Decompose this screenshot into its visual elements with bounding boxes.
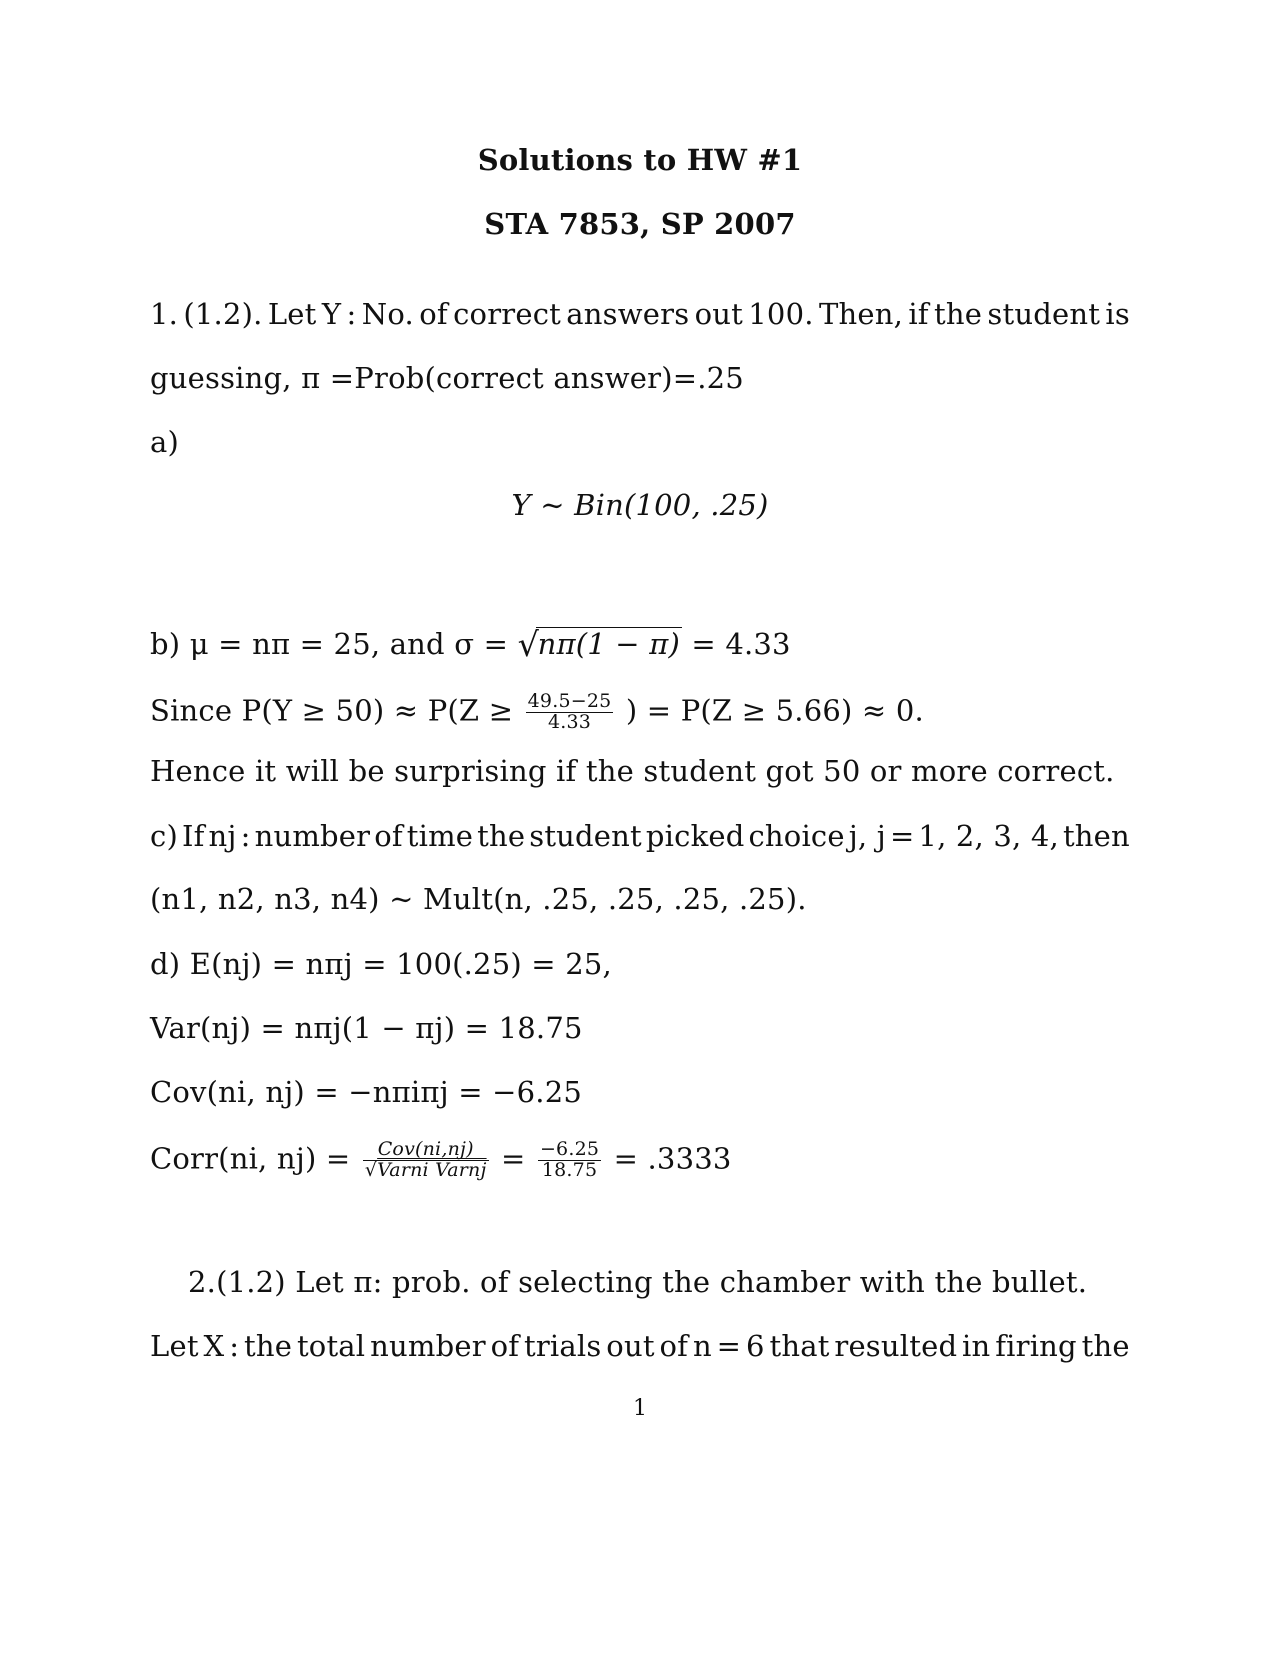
correlation-line xyxy=(150,1140,732,1181)
hence-line: Hence it will be surprising if the student got 50 or more correct. xyxy=(150,754,1115,788)
problem2-line2-word: = xyxy=(716,1329,742,1363)
part-c-line1-word: student xyxy=(529,819,642,853)
problem1-line1-word: answers xyxy=(566,297,690,331)
variance-line: Var(nj) = nπj(1 − πj) = 18.75 xyxy=(150,1011,583,1045)
problem1-line1-word: of xyxy=(419,297,448,331)
page-number: 1 xyxy=(633,1396,647,1421)
part-c-line1-word: : xyxy=(240,819,251,853)
since-prefix: Since P(Y ≥ 50) ≈ P(Z ≥ xyxy=(150,693,514,728)
part-c-line1-word: of xyxy=(374,819,403,853)
problem2-line2-word: out xyxy=(606,1329,655,1363)
part-d-expectation: d) E(nj) = nπj = 100(.25) = 25, xyxy=(150,947,612,981)
problem1-line1-word: is xyxy=(1105,297,1130,331)
corr-frac2-denominator: 18.75 xyxy=(541,1158,598,1181)
corr-frac1-denominator: √Varni Varnj xyxy=(364,1158,487,1181)
part-c-line1-word: If xyxy=(181,819,205,853)
part-c-line1-word: picked xyxy=(645,819,745,853)
problem1-line1-word: out xyxy=(694,297,743,331)
problem1-line1-word: 1. xyxy=(150,297,179,331)
part-a-formula: Y ∼ Bin(100, .25) xyxy=(511,488,769,522)
problem2-line2-word: 6 xyxy=(745,1329,765,1363)
part-c-line1-word: 1, 2, 3, 4, xyxy=(918,819,1059,853)
part-c-line1 xyxy=(150,819,1130,853)
sqrt-expression: √ nπ(1 − π) xyxy=(517,624,680,664)
problem1-intro-line2: guessing, π =Prob(correct answer)=.25 xyxy=(150,361,744,395)
part-c-line1-word: choice xyxy=(748,819,845,853)
problem2-line2-word: Let xyxy=(150,1329,199,1363)
part-a-label: a) xyxy=(150,425,180,459)
corr-suffix: = .3333 xyxy=(613,1141,732,1176)
problem1-line1-word: No. xyxy=(361,297,414,331)
z-fraction-denominator: 4.33 xyxy=(547,710,592,733)
part-b-suffix: = 4.33 xyxy=(691,627,791,661)
problem2-line2-word: the xyxy=(244,1329,293,1363)
part-c-line1-word: = xyxy=(889,819,915,853)
part-c-line1-word: number xyxy=(254,819,371,853)
problem2-line2-word: of xyxy=(490,1329,520,1363)
problem1-intro-line1 xyxy=(150,297,1130,331)
problem2-line2 xyxy=(150,1329,1130,1363)
part-c-line1-word: then xyxy=(1062,819,1130,853)
since-suffix: ) = P(Z ≥ 5.66) ≈ 0. xyxy=(625,693,924,728)
problem1-line1-word: Let xyxy=(267,297,317,331)
problem1-line1-word: Then, xyxy=(818,297,904,331)
part-c-line1-word: the xyxy=(477,819,526,853)
problem2-line1: 2.(1.2) Let π: prob. of selecting the chamber with the bullet. xyxy=(188,1265,1088,1299)
problem2-line2-word: of xyxy=(659,1329,689,1363)
problem2-line2-word: in xyxy=(962,1329,991,1363)
problem1-line1-word: Y xyxy=(321,297,342,331)
corr-frac2-numerator: −6.25 xyxy=(539,1138,600,1160)
covariance-line: Cov(ni, nj) = −nπiπj = −6.25 xyxy=(150,1075,583,1109)
problem2-line2-word: trials xyxy=(524,1329,602,1363)
problem2-line2-word: : xyxy=(229,1329,240,1363)
problem1-line1-word: the xyxy=(934,297,983,331)
problem1-line1-word: if xyxy=(908,297,929,331)
problem1-line1-word: 100. xyxy=(748,297,814,331)
corr-equals: = xyxy=(501,1141,526,1176)
document-title: Solutions to HW #1 xyxy=(477,143,803,177)
since-line xyxy=(150,692,924,733)
problem1-line1-word: student xyxy=(987,297,1101,331)
course-subtitle: STA 7853, SP 2007 xyxy=(484,207,796,241)
problem2-line2-word: resulted xyxy=(834,1329,958,1363)
part-c-line2: (n1, n2, n3, n4) ∼ Mult(n, .25, .25, .25, .25). xyxy=(150,882,807,916)
problem2-line2-word: the xyxy=(1081,1329,1130,1363)
sqrt-body: nπ(1 − π) xyxy=(537,627,680,661)
part-c-line1-word: j, j xyxy=(848,819,886,853)
part-b-line xyxy=(150,624,791,664)
problem2-line2-word: number xyxy=(370,1329,486,1363)
problem1-line1-word: : xyxy=(346,297,357,331)
problem2-line2-word: that xyxy=(769,1329,830,1363)
problem1-line1-word: (1.2). xyxy=(183,297,263,331)
z-score-fraction xyxy=(526,692,614,733)
problem2-line2-word: total xyxy=(296,1329,366,1363)
part-c-line1-word: time xyxy=(406,819,474,853)
problem2-line2-word: n xyxy=(692,1329,712,1363)
z-fraction-numerator: 49.5−25 xyxy=(527,690,612,712)
problem2-line2-word: X xyxy=(203,1329,225,1363)
corr-prefix: Corr(ni, nj) = xyxy=(150,1141,351,1176)
part-c-line1-word: c) xyxy=(150,819,178,853)
problem2-line2-word: firing xyxy=(995,1329,1077,1363)
part-b-prefix: b) μ = nπ = 25, and σ = xyxy=(150,627,509,661)
corr-fraction-cov xyxy=(363,1140,489,1181)
problem1-line1-word: correct xyxy=(453,297,561,331)
corr-frac1-numerator: Cov(ni,nj) xyxy=(363,1140,489,1161)
part-c-line1-word: nj xyxy=(208,819,237,853)
corr-fraction-values xyxy=(538,1140,601,1181)
